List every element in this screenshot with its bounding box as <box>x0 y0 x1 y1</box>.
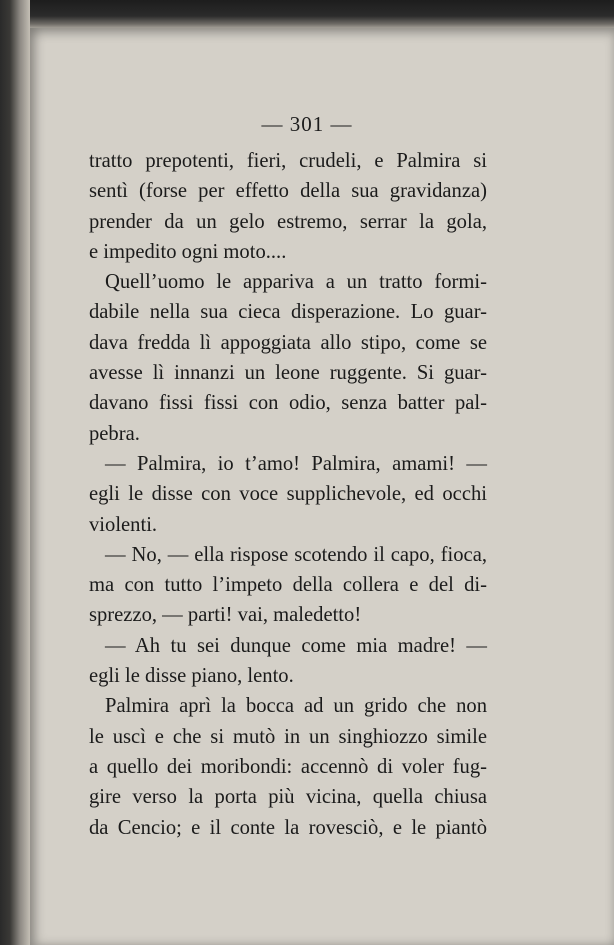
text-line: egli le disse piano, lento. <box>89 665 294 688</box>
body-text <box>89 146 487 843</box>
text-line: prender da un gelo estremo, serrar la gola, <box>89 210 487 233</box>
text-line: dabile nella sua cieca disperazione. Lo guar- <box>89 301 487 324</box>
text-line: violenti. <box>89 513 158 536</box>
text-line: e impedito ogni moto.... <box>89 240 287 263</box>
text-line: egli le disse con voce supplichevole, ed occhi <box>89 483 487 506</box>
text-line: le uscì e che si mutò in un singhiozzo simile <box>89 725 487 748</box>
text-line: avesse lì innanzi un leone ruggente. Si guar- <box>89 362 487 385</box>
scan-top-border <box>0 0 614 30</box>
text-line: Palmira aprì la bocca ad un grido che non <box>105 695 487 718</box>
text-line: tratto prepotenti, fieri, crudeli, e Palmira si <box>89 150 487 172</box>
text-line: — No, — ella rispose scotendo il capo, fioca, <box>105 543 487 566</box>
text-line: sprezzo, — parti! vai, maledetto! <box>89 604 362 627</box>
text-line: — Ah tu sei dunque come mia madre! — <box>105 634 487 657</box>
text-line: pebra. <box>89 422 140 445</box>
book-spine-edge <box>0 0 30 945</box>
text-line: ma con tutto l’impeto della collera e del di- <box>89 574 487 597</box>
page-number: — 301 — <box>261 112 353 136</box>
text-line: sentì (forse per effetto della sua gravidanza) <box>89 180 487 203</box>
text-line: Quell’uomo le appariva a un tratto formi- <box>105 271 487 294</box>
text-line: dava fredda lì appoggiata allo stipo, come se <box>89 331 487 354</box>
text-line: gire verso la porta più vicina, quella chiusa <box>89 786 487 809</box>
text-line: da Cencio; e il conte la rovesciò, e le piantò <box>89 816 487 839</box>
text-line: a quello dei moribondi: accennò di voler fug- <box>89 755 487 778</box>
text-line: — Palmira, io t’amo! Palmira, amami! — <box>105 452 487 475</box>
text-line: davano fissi fissi con odio, senza batter pal- <box>89 392 487 415</box>
